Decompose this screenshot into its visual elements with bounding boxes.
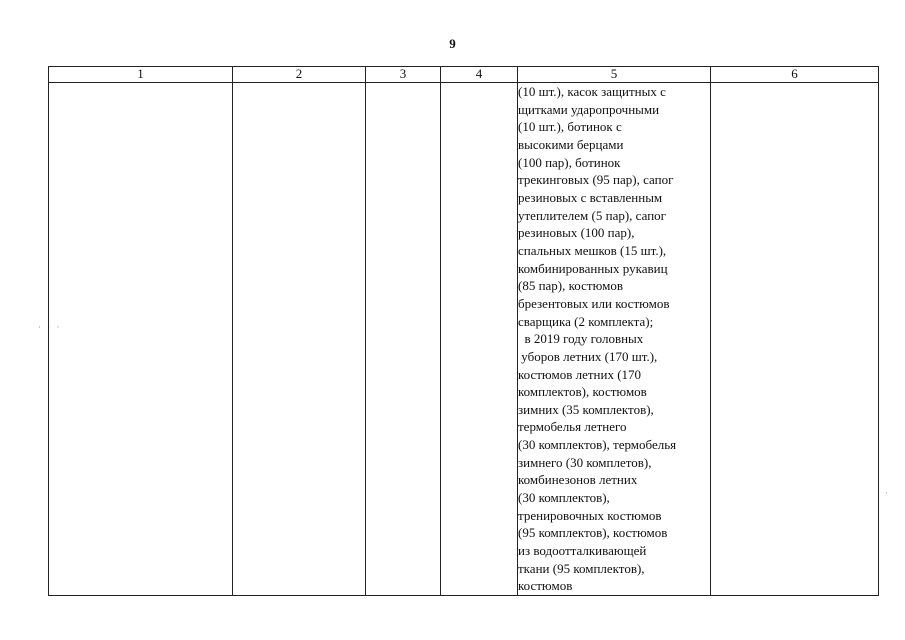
cell-text-line: комплектов), костюмов — [518, 384, 647, 400]
document-table — [48, 66, 879, 596]
cell-text-line: брезентовых или костюмов — [518, 295, 670, 311]
table-cell-col3 — [366, 83, 441, 596]
cell-text-line: трекинговых (95 пар), сапог — [518, 172, 674, 188]
cell-text-line: тренировочных костюмов — [518, 507, 662, 523]
table-header-row — [49, 67, 879, 83]
cell-text-line: зимних (35 комплектов), — [518, 401, 654, 417]
cell-text-line: комбинированных рукавиц — [518, 260, 668, 276]
cell-text-line: утеплителем (5 пар), сапог — [518, 207, 666, 223]
scan-artifact: · — [885, 488, 888, 498]
cell-text-line: (85 пар), костюмов — [518, 278, 623, 294]
cell-text-line: уборов летних (170 шт.), — [518, 348, 658, 364]
cell-text-line: ткани (95 комплектов), — [518, 560, 645, 576]
table-row — [49, 83, 879, 596]
cell-text-line: (100 пар), ботинок — [518, 154, 621, 170]
column-header-2: 2 — [233, 67, 366, 83]
cell-text-line: комбинезонов летних — [518, 472, 638, 488]
column-header-5: 5 — [518, 67, 711, 83]
column-header-1: 1 — [49, 67, 233, 83]
column-header-4: 4 — [441, 67, 518, 83]
column-header-3: 3 — [366, 67, 441, 83]
table-cell-col2 — [233, 83, 366, 596]
cell-text-line: (30 комплектов), — [518, 490, 610, 506]
cell-text-line: из водоотталкивающей — [518, 543, 647, 559]
cell-text-line: зимнего (30 комплетов), — [518, 454, 652, 470]
cell-text-line: (10 шт.), касок защитных с — [518, 84, 666, 99]
cell-text-line: сварщика (2 комплекта); — [518, 313, 654, 329]
cell-text-line: костюмов — [518, 578, 573, 594]
scan-artifact: · · · — [38, 322, 62, 332]
cell-text-line: спальных мешков (15 шт.), — [518, 242, 667, 258]
page-number: 9 — [449, 36, 456, 51]
cell-text-line: (30 комплектов), термобелья — [518, 437, 677, 453]
table-cell-col1 — [49, 83, 233, 596]
cell-text-line: резиновых (100 пар), — [518, 225, 635, 241]
cell-text-line: высокими берцами — [518, 136, 624, 152]
cell-text-line: в 2019 году головных — [518, 331, 644, 347]
table-cell-col6 — [711, 83, 879, 596]
table-cell-col4 — [441, 83, 518, 596]
cell-text-line: (95 комплектов), костюмов — [518, 525, 668, 541]
cell-text-line: щитками ударопрочными — [518, 101, 660, 117]
cell-text-line: термобелья летнего — [518, 419, 627, 435]
column-header-6: 6 — [711, 67, 879, 83]
table-cell-col5 — [518, 83, 711, 596]
cell-text-line: резиновых с вставленным — [518, 189, 663, 205]
cell-text-line: (10 шт.), ботинок с — [518, 119, 622, 135]
cell-text-line: костюмов летних (170 — [518, 366, 642, 382]
